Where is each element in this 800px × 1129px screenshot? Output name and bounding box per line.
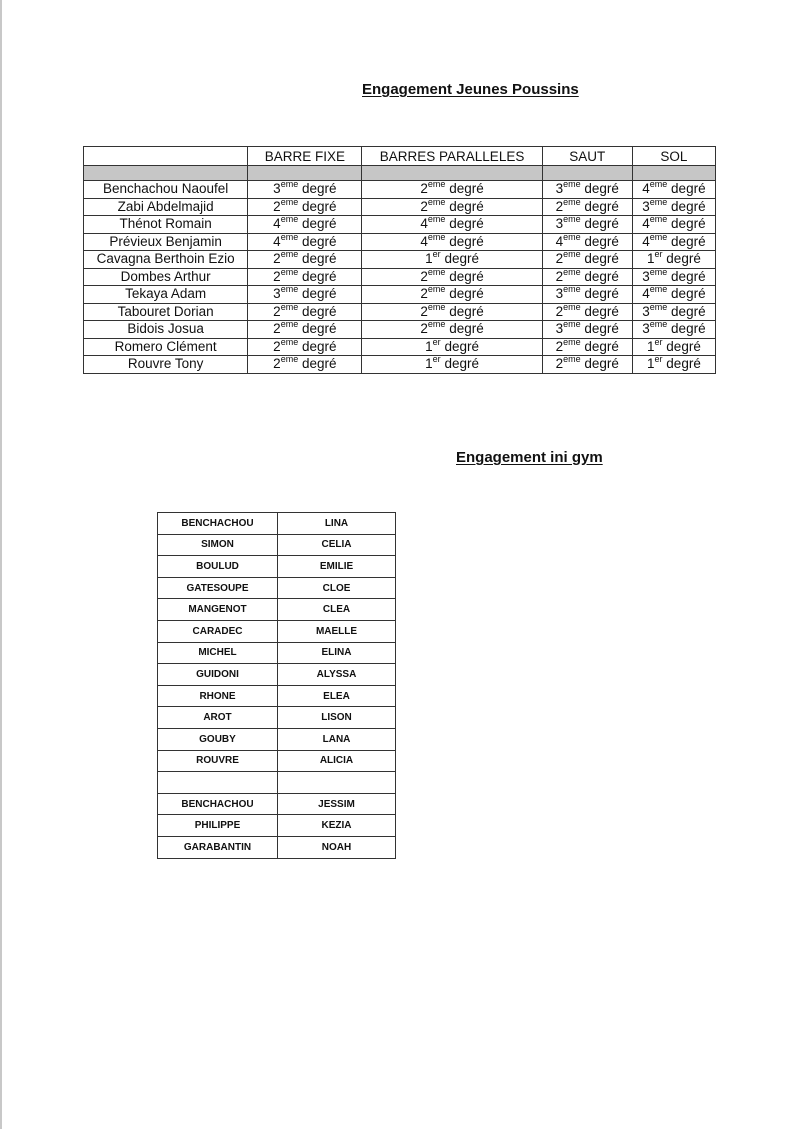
- degree-cell: [632, 321, 715, 339]
- degree-word: degré: [580, 303, 619, 319]
- degree-cell: [362, 338, 542, 356]
- degree-word: degré: [298, 268, 337, 284]
- degree-number: 2: [555, 303, 564, 319]
- degree-word: degré: [667, 321, 706, 337]
- degree-cell: [632, 303, 715, 321]
- degree-suffix: eme: [649, 215, 668, 225]
- degree-cell: [362, 321, 542, 339]
- first-name: EMILIE: [278, 556, 396, 578]
- degree-word: degré: [298, 181, 337, 197]
- last-name: AROT: [158, 707, 278, 729]
- degree-cell: [542, 233, 632, 251]
- degree-word: degré: [580, 356, 619, 372]
- degree-word: degré: [298, 321, 337, 337]
- degree-suffix: eme: [280, 355, 299, 365]
- table-header-row: [84, 147, 716, 166]
- degree-cell: [248, 251, 362, 269]
- last-name: SIMON: [158, 534, 278, 556]
- degree-word: degré: [580, 198, 619, 214]
- degree-number: 3: [273, 286, 281, 302]
- degree-number: 3: [555, 181, 564, 197]
- degree-number: 2: [420, 268, 428, 284]
- first-name: ALICIA: [278, 750, 396, 772]
- degree-word: degré: [580, 181, 619, 197]
- gymnast-name: Cavagna Berthoin Ezio: [84, 251, 248, 269]
- first-name: NOAH: [278, 836, 396, 858]
- first-name: MAELLE: [278, 620, 396, 642]
- degree-word: degré: [580, 216, 619, 232]
- degree-suffix: eme: [563, 268, 581, 277]
- list-item: [158, 664, 396, 686]
- list-item: [158, 599, 396, 621]
- header-saut: SAUT: [542, 147, 632, 166]
- last-name: GARABANTIN: [158, 836, 278, 858]
- first-name: ELINA: [278, 642, 396, 664]
- first-name: JESSIM: [278, 793, 396, 815]
- degree-suffix: eme: [563, 285, 581, 295]
- degree-number: 4: [420, 216, 428, 232]
- degree-number: 2: [420, 181, 428, 197]
- degree-number: 3: [642, 268, 650, 284]
- degree-cell: [362, 251, 542, 269]
- first-name: CLEA: [278, 599, 396, 621]
- degree-cell: [542, 216, 632, 234]
- degree-suffix: eme: [649, 233, 668, 242]
- degree-word: degré: [580, 286, 619, 302]
- degree-cell: [542, 286, 632, 304]
- degree-cell: [248, 356, 362, 374]
- degree-word: degré: [298, 216, 337, 232]
- gymnast-name: Rouvre Tony: [84, 356, 248, 374]
- degree-number: 1: [647, 338, 655, 354]
- table-row: [84, 321, 716, 339]
- list-item: [158, 642, 396, 664]
- degree-number: 2: [420, 303, 428, 319]
- degree-suffix: eme: [280, 233, 299, 242]
- degree-cell: [632, 251, 715, 269]
- degree-word: degré: [445, 216, 484, 232]
- degree-word: degré: [445, 286, 484, 302]
- degree-cell: [362, 198, 542, 216]
- degree-cell: [248, 338, 362, 356]
- table-row: [84, 216, 716, 234]
- degree-suffix: eme: [280, 338, 299, 347]
- degree-suffix: eme: [280, 268, 299, 277]
- degree-word: degré: [440, 251, 479, 267]
- first-name: ALYSSA: [278, 664, 396, 686]
- header-barre-fixe: BARRE FIXE: [248, 147, 362, 166]
- degree-cell: [632, 181, 715, 199]
- gray-separator-row: [84, 166, 716, 181]
- degree-word: degré: [662, 338, 701, 354]
- first-name: KEZIA: [278, 815, 396, 837]
- last-name: BENCHACHOU: [158, 793, 278, 815]
- page-left-edge: [0, 0, 2, 1129]
- last-name: MANGENOT: [158, 599, 278, 621]
- degree-number: 2: [555, 356, 564, 372]
- list-item: [158, 556, 396, 578]
- degree-number: 1: [647, 356, 655, 372]
- degree-number: 1: [425, 338, 433, 354]
- degree-cell: [632, 233, 715, 251]
- ini-gym-table: [157, 512, 396, 859]
- degree-cell: [632, 216, 715, 234]
- degree-number: 2: [273, 268, 281, 284]
- degree-cell: [632, 198, 715, 216]
- degree-number: 4: [642, 181, 650, 197]
- gymnast-name: Dombes Arthur: [84, 268, 248, 286]
- degree-cell: [248, 286, 362, 304]
- degree-suffix: er: [432, 250, 441, 260]
- degree-cell: [542, 338, 632, 356]
- list-item: [158, 707, 396, 729]
- degree-suffix: eme: [563, 215, 581, 225]
- last-name: MICHEL: [158, 642, 278, 664]
- degree-word: degré: [580, 233, 619, 249]
- degree-suffix: er: [654, 250, 663, 260]
- degree-cell: [362, 286, 542, 304]
- degree-suffix: eme: [563, 180, 581, 190]
- degree-suffix: er: [654, 355, 663, 365]
- header-barres-paralleles: BARRES PARALLELES: [362, 147, 542, 166]
- degree-suffix: eme: [649, 180, 668, 190]
- degree-cell: [248, 198, 362, 216]
- degree-suffix: eme: [427, 233, 446, 242]
- table-row: [84, 233, 716, 251]
- degree-suffix: eme: [563, 303, 581, 312]
- degree-number: 4: [642, 216, 650, 232]
- degree-word: degré: [298, 251, 337, 267]
- last-name: RHONE: [158, 685, 278, 707]
- degree-word: degré: [445, 303, 484, 319]
- first-name: ELEA: [278, 685, 396, 707]
- first-name: [278, 772, 396, 794]
- last-name: BOULUD: [158, 556, 278, 578]
- degree-word: degré: [667, 286, 706, 302]
- degree-suffix: er: [432, 355, 441, 365]
- gymnast-name: Tekaya Adam: [84, 286, 248, 304]
- list-item: [158, 513, 396, 535]
- gymnast-name: Romero Clément: [84, 338, 248, 356]
- degree-word: degré: [662, 356, 701, 372]
- degree-suffix: eme: [427, 320, 446, 330]
- degree-suffix: eme: [280, 320, 299, 330]
- degree-number: 2: [420, 321, 428, 337]
- table-row: [84, 338, 716, 356]
- degree-word: degré: [445, 233, 484, 249]
- degree-word: degré: [445, 198, 484, 214]
- degree-word: degré: [580, 321, 619, 337]
- degree-word: degré: [667, 181, 706, 197]
- heading-jeunes-poussins: Engagement Jeunes Poussins: [362, 81, 579, 98]
- degree-cell: [632, 356, 715, 374]
- degree-cell: [248, 321, 362, 339]
- table-row: [84, 181, 716, 199]
- gymnast-name: Prévieux Benjamin: [84, 233, 248, 251]
- list-item: [158, 750, 396, 772]
- degree-suffix: eme: [649, 320, 668, 330]
- degree-cell: [248, 181, 362, 199]
- degree-number: 2: [555, 251, 564, 267]
- degree-word: degré: [298, 338, 337, 354]
- degree-number: 2: [273, 198, 281, 214]
- degree-word: degré: [298, 303, 337, 319]
- degree-word: degré: [667, 268, 706, 284]
- degree-word: degré: [298, 198, 337, 214]
- degree-cell: [362, 181, 542, 199]
- degree-suffix: eme: [280, 215, 299, 225]
- degree-number: 3: [642, 303, 650, 319]
- degree-number: 2: [555, 338, 564, 354]
- degree-number: 3: [555, 216, 564, 232]
- degree-suffix: eme: [649, 303, 668, 312]
- degree-word: degré: [440, 356, 479, 372]
- degree-suffix: eme: [427, 198, 446, 207]
- degree-suffix: eme: [563, 198, 581, 207]
- degree-suffix: eme: [563, 233, 581, 242]
- degree-word: degré: [440, 338, 479, 354]
- table-row: [84, 251, 716, 269]
- gymnast-name: Zabi Abdelmajid: [84, 198, 248, 216]
- degree-cell: [632, 338, 715, 356]
- degree-cell: [542, 303, 632, 321]
- degree-number: 3: [555, 321, 564, 337]
- degree-word: degré: [580, 338, 619, 354]
- degree-word: degré: [667, 303, 706, 319]
- list-item: [158, 728, 396, 750]
- degree-word: degré: [662, 251, 701, 267]
- degree-word: degré: [445, 268, 484, 284]
- degree-cell: [632, 268, 715, 286]
- degree-number: 2: [273, 321, 281, 337]
- degree-number: 2: [273, 303, 281, 319]
- degree-number: 3: [555, 286, 564, 302]
- list-item: [158, 793, 396, 815]
- degree-number: 2: [273, 356, 281, 372]
- table-row: [84, 198, 716, 216]
- jeunes-poussins-table: [83, 146, 716, 374]
- first-name: CELIA: [278, 534, 396, 556]
- degree-number: 2: [273, 251, 281, 267]
- degree-suffix: eme: [649, 268, 668, 277]
- table-row: [84, 356, 716, 374]
- degree-suffix: eme: [427, 215, 446, 225]
- degree-word: degré: [667, 233, 706, 249]
- list-item: [158, 836, 396, 858]
- degree-word: degré: [580, 251, 619, 267]
- degree-cell: [542, 321, 632, 339]
- degree-suffix: eme: [280, 198, 299, 207]
- degree-suffix: eme: [563, 355, 581, 365]
- degree-cell: [362, 356, 542, 374]
- gymnast-name: Tabouret Dorian: [84, 303, 248, 321]
- degree-word: degré: [298, 356, 337, 372]
- degree-number: 3: [642, 198, 650, 214]
- degree-suffix: eme: [649, 285, 668, 295]
- degree-number: 2: [273, 338, 281, 354]
- degree-cell: [542, 268, 632, 286]
- degree-number: 4: [420, 233, 428, 249]
- degree-word: degré: [445, 321, 484, 337]
- first-name: LINA: [278, 513, 396, 535]
- last-name: GUIDONI: [158, 664, 278, 686]
- degree-cell: [362, 268, 542, 286]
- first-name: CLOE: [278, 577, 396, 599]
- degree-suffix: eme: [280, 303, 299, 312]
- degree-number: 2: [555, 268, 564, 284]
- degree-word: degré: [580, 268, 619, 284]
- list-item: [158, 685, 396, 707]
- degree-suffix: er: [654, 338, 663, 347]
- degree-suffix: eme: [280, 180, 299, 190]
- degree-suffix: eme: [427, 268, 446, 277]
- degree-word: degré: [445, 181, 484, 197]
- list-item: [158, 620, 396, 642]
- degree-number: 4: [642, 286, 650, 302]
- degree-cell: [248, 303, 362, 321]
- degree-word: degré: [667, 216, 706, 232]
- header-name: [84, 147, 248, 166]
- last-name: BENCHACHOU: [158, 513, 278, 535]
- degree-cell: [362, 216, 542, 234]
- degree-suffix: eme: [427, 180, 446, 190]
- degree-number: 4: [642, 233, 650, 249]
- degree-number: 1: [647, 251, 655, 267]
- last-name: ROUVRE: [158, 750, 278, 772]
- degree-cell: [362, 303, 542, 321]
- last-name: PHILIPPE: [158, 815, 278, 837]
- degree-number: 3: [642, 321, 650, 337]
- degree-cell: [542, 181, 632, 199]
- degree-suffix: er: [432, 338, 441, 347]
- degree-cell: [248, 216, 362, 234]
- degree-word: degré: [298, 233, 337, 249]
- table-row: [84, 303, 716, 321]
- degree-suffix: eme: [280, 285, 299, 295]
- gymnast-name: Thénot Romain: [84, 216, 248, 234]
- last-name: [158, 772, 278, 794]
- list-item: [158, 577, 396, 599]
- degree-number: 1: [425, 251, 433, 267]
- degree-cell: [248, 233, 362, 251]
- last-name: GOUBY: [158, 728, 278, 750]
- degree-word: degré: [667, 198, 706, 214]
- degree-suffix: eme: [280, 250, 299, 260]
- list-item: [158, 815, 396, 837]
- list-item: [158, 772, 396, 794]
- degree-cell: [542, 198, 632, 216]
- gymnast-name: Benchachou Naoufel: [84, 181, 248, 199]
- table-row: [84, 268, 716, 286]
- degree-suffix: eme: [563, 250, 581, 260]
- degree-suffix: eme: [563, 338, 581, 347]
- list-item: [158, 534, 396, 556]
- degree-suffix: eme: [563, 320, 581, 330]
- degree-number: 2: [555, 198, 564, 214]
- degree-number: 2: [420, 198, 428, 214]
- first-name: LISON: [278, 707, 396, 729]
- degree-suffix: eme: [649, 198, 668, 207]
- degree-word: degré: [298, 286, 337, 302]
- degree-suffix: eme: [427, 285, 446, 295]
- degree-number: 2: [420, 286, 428, 302]
- header-sol: SOL: [632, 147, 715, 166]
- degree-number: 4: [273, 216, 281, 232]
- degree-cell: [632, 286, 715, 304]
- degree-cell: [248, 268, 362, 286]
- degree-number: 1: [425, 356, 433, 372]
- first-name: LANA: [278, 728, 396, 750]
- last-name: GATESOUPE: [158, 577, 278, 599]
- degree-cell: [542, 251, 632, 269]
- degree-suffix: eme: [427, 303, 446, 312]
- degree-number: 4: [273, 233, 281, 249]
- gymnast-name: Bidois Josua: [84, 321, 248, 339]
- table-row: [84, 286, 716, 304]
- last-name: CARADEC: [158, 620, 278, 642]
- degree-number: 4: [555, 233, 564, 249]
- degree-number: 3: [273, 181, 281, 197]
- degree-cell: [542, 356, 632, 374]
- degree-cell: [362, 233, 542, 251]
- heading-ini-gym: Engagement ini gym: [456, 449, 603, 466]
